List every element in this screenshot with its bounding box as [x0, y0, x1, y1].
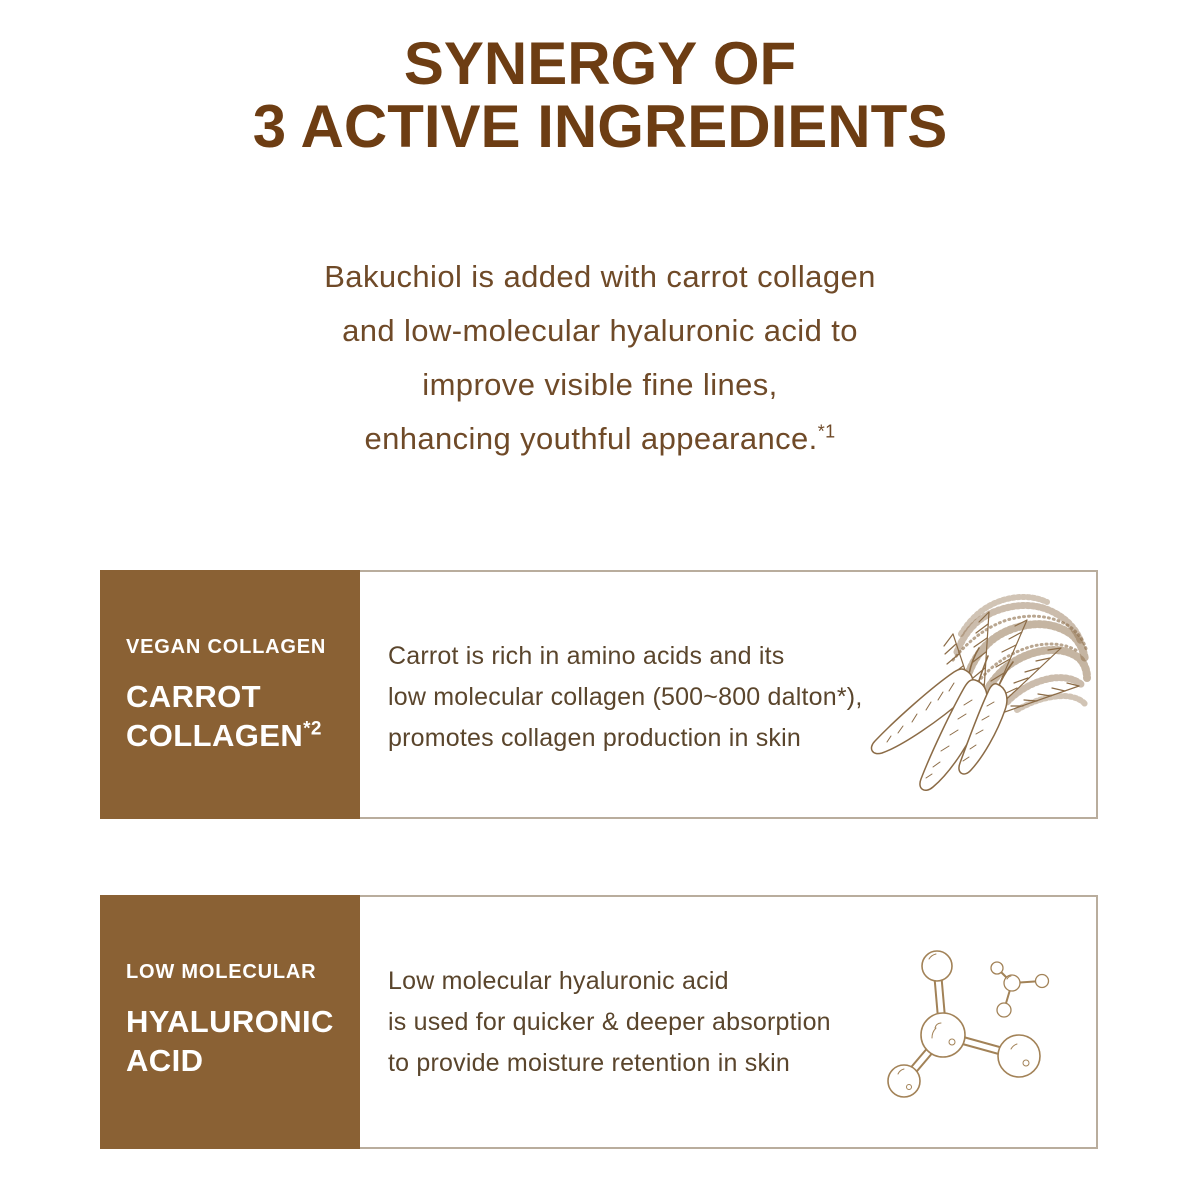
card-body-line: Low molecular hyaluronic acid	[388, 967, 729, 995]
card-title-line-1: CARROT	[126, 679, 261, 714]
card-title-mark: *2	[303, 718, 322, 740]
intro-line	[0, 412, 1200, 466]
card-body-text	[388, 961, 1096, 1084]
card-eyebrow: VEGAN COLLAGEN	[126, 636, 327, 658]
card-title-line-2	[126, 1041, 360, 1080]
card-body-line: promotes collagen production in skin	[388, 724, 801, 752]
page-title	[0, 32, 1200, 158]
intro-line: improve visible fine lines,	[422, 367, 778, 402]
card-title-text: ACID	[126, 1043, 204, 1078]
card-eyebrow: LOW MOLECULAR	[126, 961, 317, 983]
card-body-line: low molecular collagen (500~800 dalton*),	[388, 683, 863, 711]
ingredient-card-carrot-collagen	[100, 570, 1098, 819]
page-title-line-1: SYNERGY OF	[403, 30, 797, 97]
page-title-line-2: 3 ACTIVE INGREDIENTS	[252, 93, 948, 160]
intro-paragraph	[0, 250, 1200, 466]
intro-line: Bakuchiol is added with carrot collagen	[324, 259, 876, 294]
card-title-text: COLLAGEN	[126, 718, 304, 753]
card-title-line-1: HYALURONIC	[126, 1004, 334, 1039]
card-sidebar	[100, 895, 360, 1149]
card-sidebar	[100, 570, 360, 819]
card-body-line: is used for quicker & deeper absorption	[388, 1008, 831, 1036]
ingredient-card-hyaluronic-acid	[100, 895, 1098, 1149]
card-content	[360, 895, 1098, 1149]
card-body-line: to provide moisture retention in skin	[388, 1049, 791, 1077]
intro-line: and low-molecular hyaluronic acid to	[342, 313, 858, 348]
card-title-line-2	[126, 716, 360, 755]
intro-line-text: enhancing youthful appearance.	[364, 421, 818, 456]
footnote-mark: *1	[817, 421, 836, 442]
card-body-line: Carrot is rich in amino acids and its	[388, 642, 785, 670]
card-content	[360, 570, 1098, 819]
card-body-text	[388, 636, 1096, 759]
